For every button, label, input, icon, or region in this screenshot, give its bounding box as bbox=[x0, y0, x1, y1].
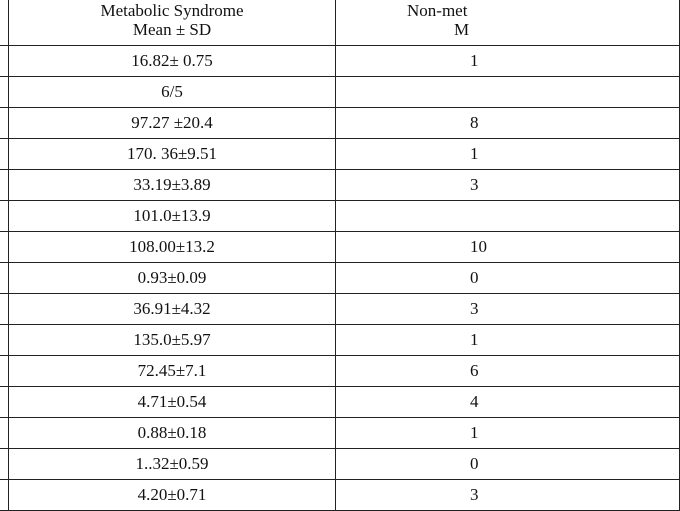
row-label-cell bbox=[0, 387, 9, 418]
table-row bbox=[0, 232, 680, 263]
table-row bbox=[0, 108, 680, 139]
non-metabolic-value-cell: 8 bbox=[336, 108, 680, 139]
table-row bbox=[0, 46, 680, 77]
row-label-cell bbox=[0, 108, 9, 139]
header-metabolic-syndrome bbox=[9, 0, 336, 46]
non-metabolic-value-cell: 1 bbox=[336, 418, 680, 449]
metabolic-value-cell: 33.19±3.89 bbox=[9, 170, 336, 201]
metabolic-value-cell: 108.00±13.2 bbox=[9, 232, 336, 263]
metabolic-value-cell: 72.45±7.1 bbox=[9, 356, 336, 387]
table-row bbox=[0, 294, 680, 325]
row-label-cell bbox=[0, 294, 9, 325]
row-label-cell bbox=[0, 170, 9, 201]
metabolic-value-cell: 36.91±4.32 bbox=[9, 294, 336, 325]
table-row bbox=[0, 480, 680, 511]
header-non-metabolic bbox=[336, 0, 680, 46]
metabolic-value-cell: 135.0±5.97 bbox=[9, 325, 336, 356]
non-metabolic-value-cell: 1 bbox=[336, 325, 680, 356]
row-label-cell bbox=[0, 449, 9, 480]
row-label-cell bbox=[0, 201, 9, 232]
non-metabolic-value-cell: 3 bbox=[336, 170, 680, 201]
table-row bbox=[0, 325, 680, 356]
non-metabolic-value-cell: 0 bbox=[336, 263, 680, 294]
row-label-cell bbox=[0, 325, 9, 356]
row-label-cell bbox=[0, 46, 9, 77]
table-row bbox=[0, 356, 680, 387]
non-metabolic-value-cell: 1 bbox=[336, 46, 680, 77]
non-metabolic-value-cell: 3 bbox=[336, 480, 680, 511]
non-metabolic-value-cell bbox=[336, 77, 680, 108]
table-row bbox=[0, 449, 680, 480]
table-row bbox=[0, 418, 680, 449]
header-label-cell bbox=[0, 0, 9, 46]
table-row bbox=[0, 77, 680, 108]
metabolic-value-cell: 101.0±13.9 bbox=[9, 201, 336, 232]
table-row bbox=[0, 170, 680, 201]
table-row bbox=[0, 139, 680, 170]
non-metabolic-value-cell bbox=[336, 201, 680, 232]
non-metabolic-value-cell: 4 bbox=[336, 387, 680, 418]
header-non-metabolic-subtitle: M bbox=[454, 19, 470, 39]
metabolic-value-cell: 170. 36±9.51 bbox=[9, 139, 336, 170]
metabolic-value-cell: 0.93±0.09 bbox=[9, 263, 336, 294]
metabolic-value-cell: 97.27 ±20.4 bbox=[9, 108, 336, 139]
header-metabolic-title: Metabolic Syndrome bbox=[100, 0, 244, 20]
header-row bbox=[0, 0, 680, 46]
header-metabolic-subtitle: Mean ± SD bbox=[132, 19, 212, 39]
non-metabolic-value-cell: 0 bbox=[336, 449, 680, 480]
row-label-cell bbox=[0, 232, 9, 263]
metabolic-value-cell: 16.82± 0.75 bbox=[9, 46, 336, 77]
metabolic-value-cell: 4.20±0.71 bbox=[9, 480, 336, 511]
table-row bbox=[0, 387, 680, 418]
metabolic-value-cell: 1..32±0.59 bbox=[9, 449, 336, 480]
non-metabolic-value-cell: 1 bbox=[336, 139, 680, 170]
table-row bbox=[0, 263, 680, 294]
non-metabolic-value-cell: 3 bbox=[336, 294, 680, 325]
metabolic-value-cell: 4.71±0.54 bbox=[9, 387, 336, 418]
non-metabolic-value-cell: 6 bbox=[336, 356, 680, 387]
metabolic-value-cell: 0.88±0.18 bbox=[9, 418, 336, 449]
row-label-cell bbox=[0, 356, 9, 387]
header-non-metabolic-title: Non-met bbox=[407, 0, 468, 20]
non-metabolic-value-cell: 10 bbox=[336, 232, 680, 263]
row-label-cell bbox=[0, 77, 9, 108]
row-label-cell bbox=[0, 263, 9, 294]
row-label-cell bbox=[0, 418, 9, 449]
table-row bbox=[0, 201, 680, 232]
metabolic-value-cell: 6/5 bbox=[9, 77, 336, 108]
row-label-cell bbox=[0, 480, 9, 511]
row-label-cell bbox=[0, 139, 9, 170]
